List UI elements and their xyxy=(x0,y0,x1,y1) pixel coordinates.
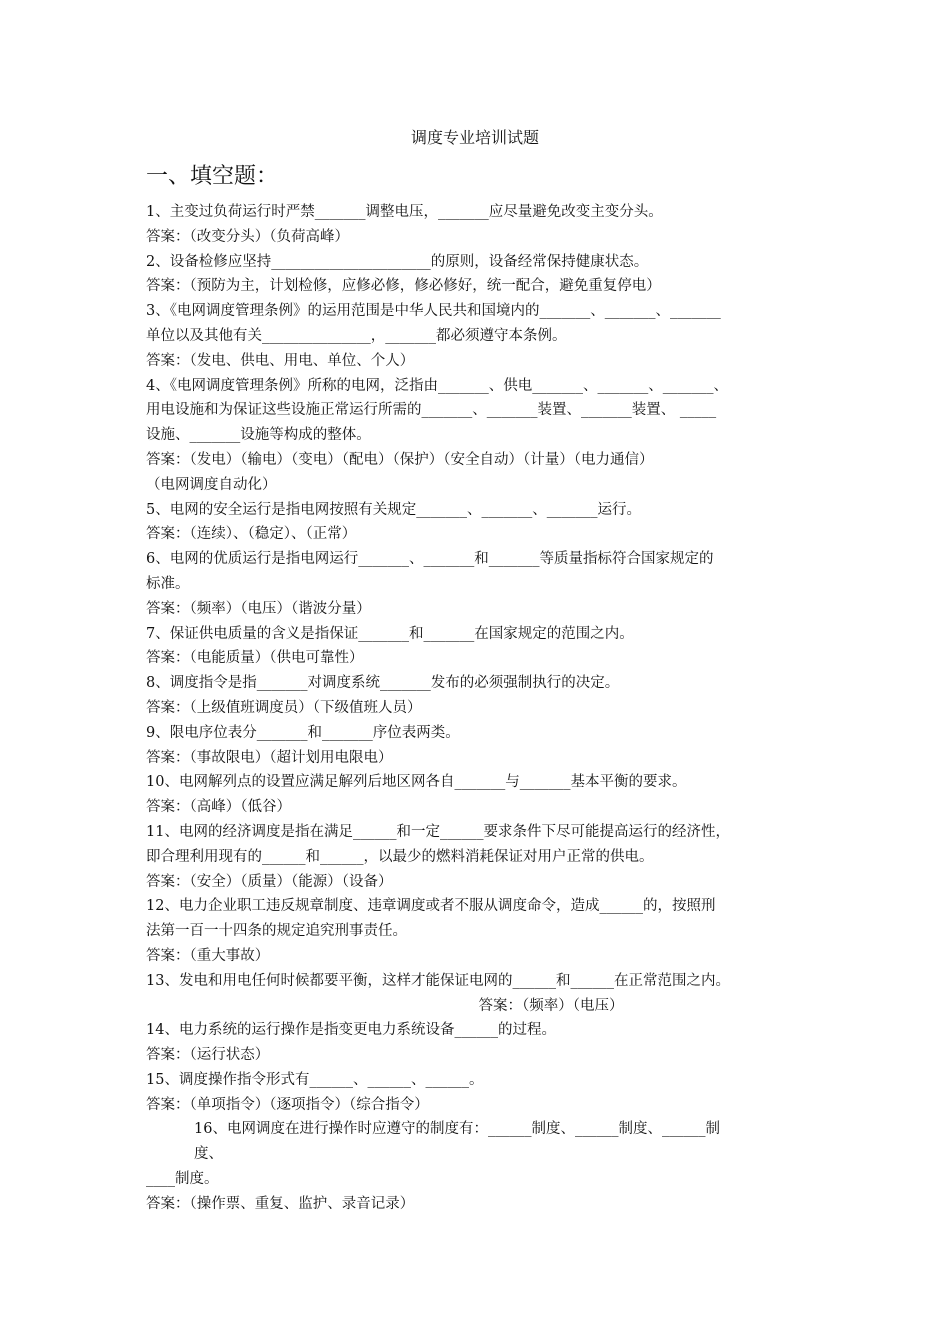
text-line: 8、调度指令是指_______对调度系统_______发布的必须强制执行的决定。 xyxy=(146,675,620,692)
text-line: 5、电网的安全运行是指电网按照有关规定_______、_______、_______运行。 xyxy=(146,501,641,518)
answer-line: 答案：（运行状态） xyxy=(146,1047,270,1064)
answer-line: 答案：（改变分头）（负荷高峰） xyxy=(146,228,349,245)
text-line: 2、设备检修应坚持______________________的原则，设备经常保持健康状态。 xyxy=(146,253,649,270)
answer-line: 答案：（事故限电）（超计划用电限电） xyxy=(146,749,393,766)
text-line: 15、调度操作指令形式有______、______、______。 xyxy=(146,1071,484,1088)
text-line: 设施、_______设施等构成的整体。 xyxy=(146,427,371,444)
text-line: 1、主变过负荷运行时严禁_______调整电压，_______应尽量避免改变主变分头。 xyxy=(146,204,663,220)
text-line: 12、电力企业职工违反规章制度、违章调度或者不服从调度命令，造成______的，按照刑 xyxy=(146,898,716,915)
text-line: 13、发电和用电任何时候都要平衡，这样才能保证电网的______和______在正常范围之内。 xyxy=(146,972,730,989)
text-line: 6、电网的优质运行是指电网运行_______、_______和_______等质量指标符合国家规定的 xyxy=(146,551,714,568)
answer-line: 答案：（发电）（输电）（变电）（配电）（保护）（安全自动）（计量）（电力通信） xyxy=(146,451,654,468)
text-line: 9、限电序位表分_______和_______序位表两类。 xyxy=(146,724,460,741)
answer-line: 答案：（发电、供电、用电、单位、个人） xyxy=(146,352,415,369)
answer-line: 答案：（高峰）（低谷） xyxy=(146,799,291,816)
text-line: 即合理利用现有的______和______，以最少的燃料消耗保证对用户正常的供电。 xyxy=(146,848,654,865)
section-heading: 一、填空题： xyxy=(146,164,279,189)
answer-line: 答案：（频率）（电压） xyxy=(478,997,624,1014)
text-line: 用电设施和为保证这些设施正常运行所需的_______、_______装置、_______装置、 _____ xyxy=(146,402,717,419)
text-line: 14、电力系统的运行操作是指变更电力系统设备______的过程。 xyxy=(146,1022,556,1039)
answer-line: 答案：（频率）（电压）（谐波分量） xyxy=(146,600,371,617)
answer-line: 答案：（安全）（质量）（能源）（设备） xyxy=(146,873,393,890)
document-title: 调度专业培训试题 xyxy=(410,128,539,147)
text-line: 7、保证供电质量的含义是指保证_______和_______在国家规定的范围之内。 xyxy=(146,625,634,642)
answer-line: 答案：（操作票、重复、监护、录音记录） xyxy=(146,1195,415,1212)
text-line: 法第一百一十四条的规定追究刑事责任。 xyxy=(146,923,407,940)
answer-line: 答案：（单项指令）（逐项指令）（综合指令） xyxy=(146,1096,429,1113)
answer-line: 答案：（上级值班调度员）（下级值班人员） xyxy=(146,699,422,716)
question-list xyxy=(146,200,810,1217)
text-line: 11、电网的经济调度是指在满足______和一定______要求条件下尽可能提高运行的经济性， xyxy=(146,823,730,840)
text-line: 标准。 xyxy=(146,575,190,592)
answer-line: 答案：（预防为主，计划检修，应修必修，修必修好，统一配合，避免重复停电） xyxy=(146,278,661,295)
text-line: 单位以及其他有关_______________，_______都必须遵守本条例。 xyxy=(146,327,567,344)
text-line: 4、《电网调度管理条例》所称的电网，泛指由_______、供电_______、_______、_______、 xyxy=(146,377,728,394)
answer-line: 答案：（重大事故） xyxy=(146,947,270,964)
answer-line: 答案：（连续）、（稳定）、（正常） xyxy=(146,526,357,543)
answer-line: （电网调度自动化） xyxy=(146,476,277,493)
text-line: 16、电网调度在进行操作时应遵守的制度有：______制度、______制度、______制 xyxy=(194,1121,720,1138)
text-line: ____制度。 xyxy=(146,1171,219,1188)
answer-line: 答案：（电能质量）（供电可靠性） xyxy=(146,650,364,667)
text-line: 度、 xyxy=(194,1146,223,1163)
text-line: 10、电网解列点的设置应满足解列后地区网各自_______与_______基本平衡的要求。 xyxy=(146,774,687,791)
text-line: 3、《电网调度管理条例》的运用范围是中华人民共和国境内的_______、_______、_______ xyxy=(146,303,721,320)
